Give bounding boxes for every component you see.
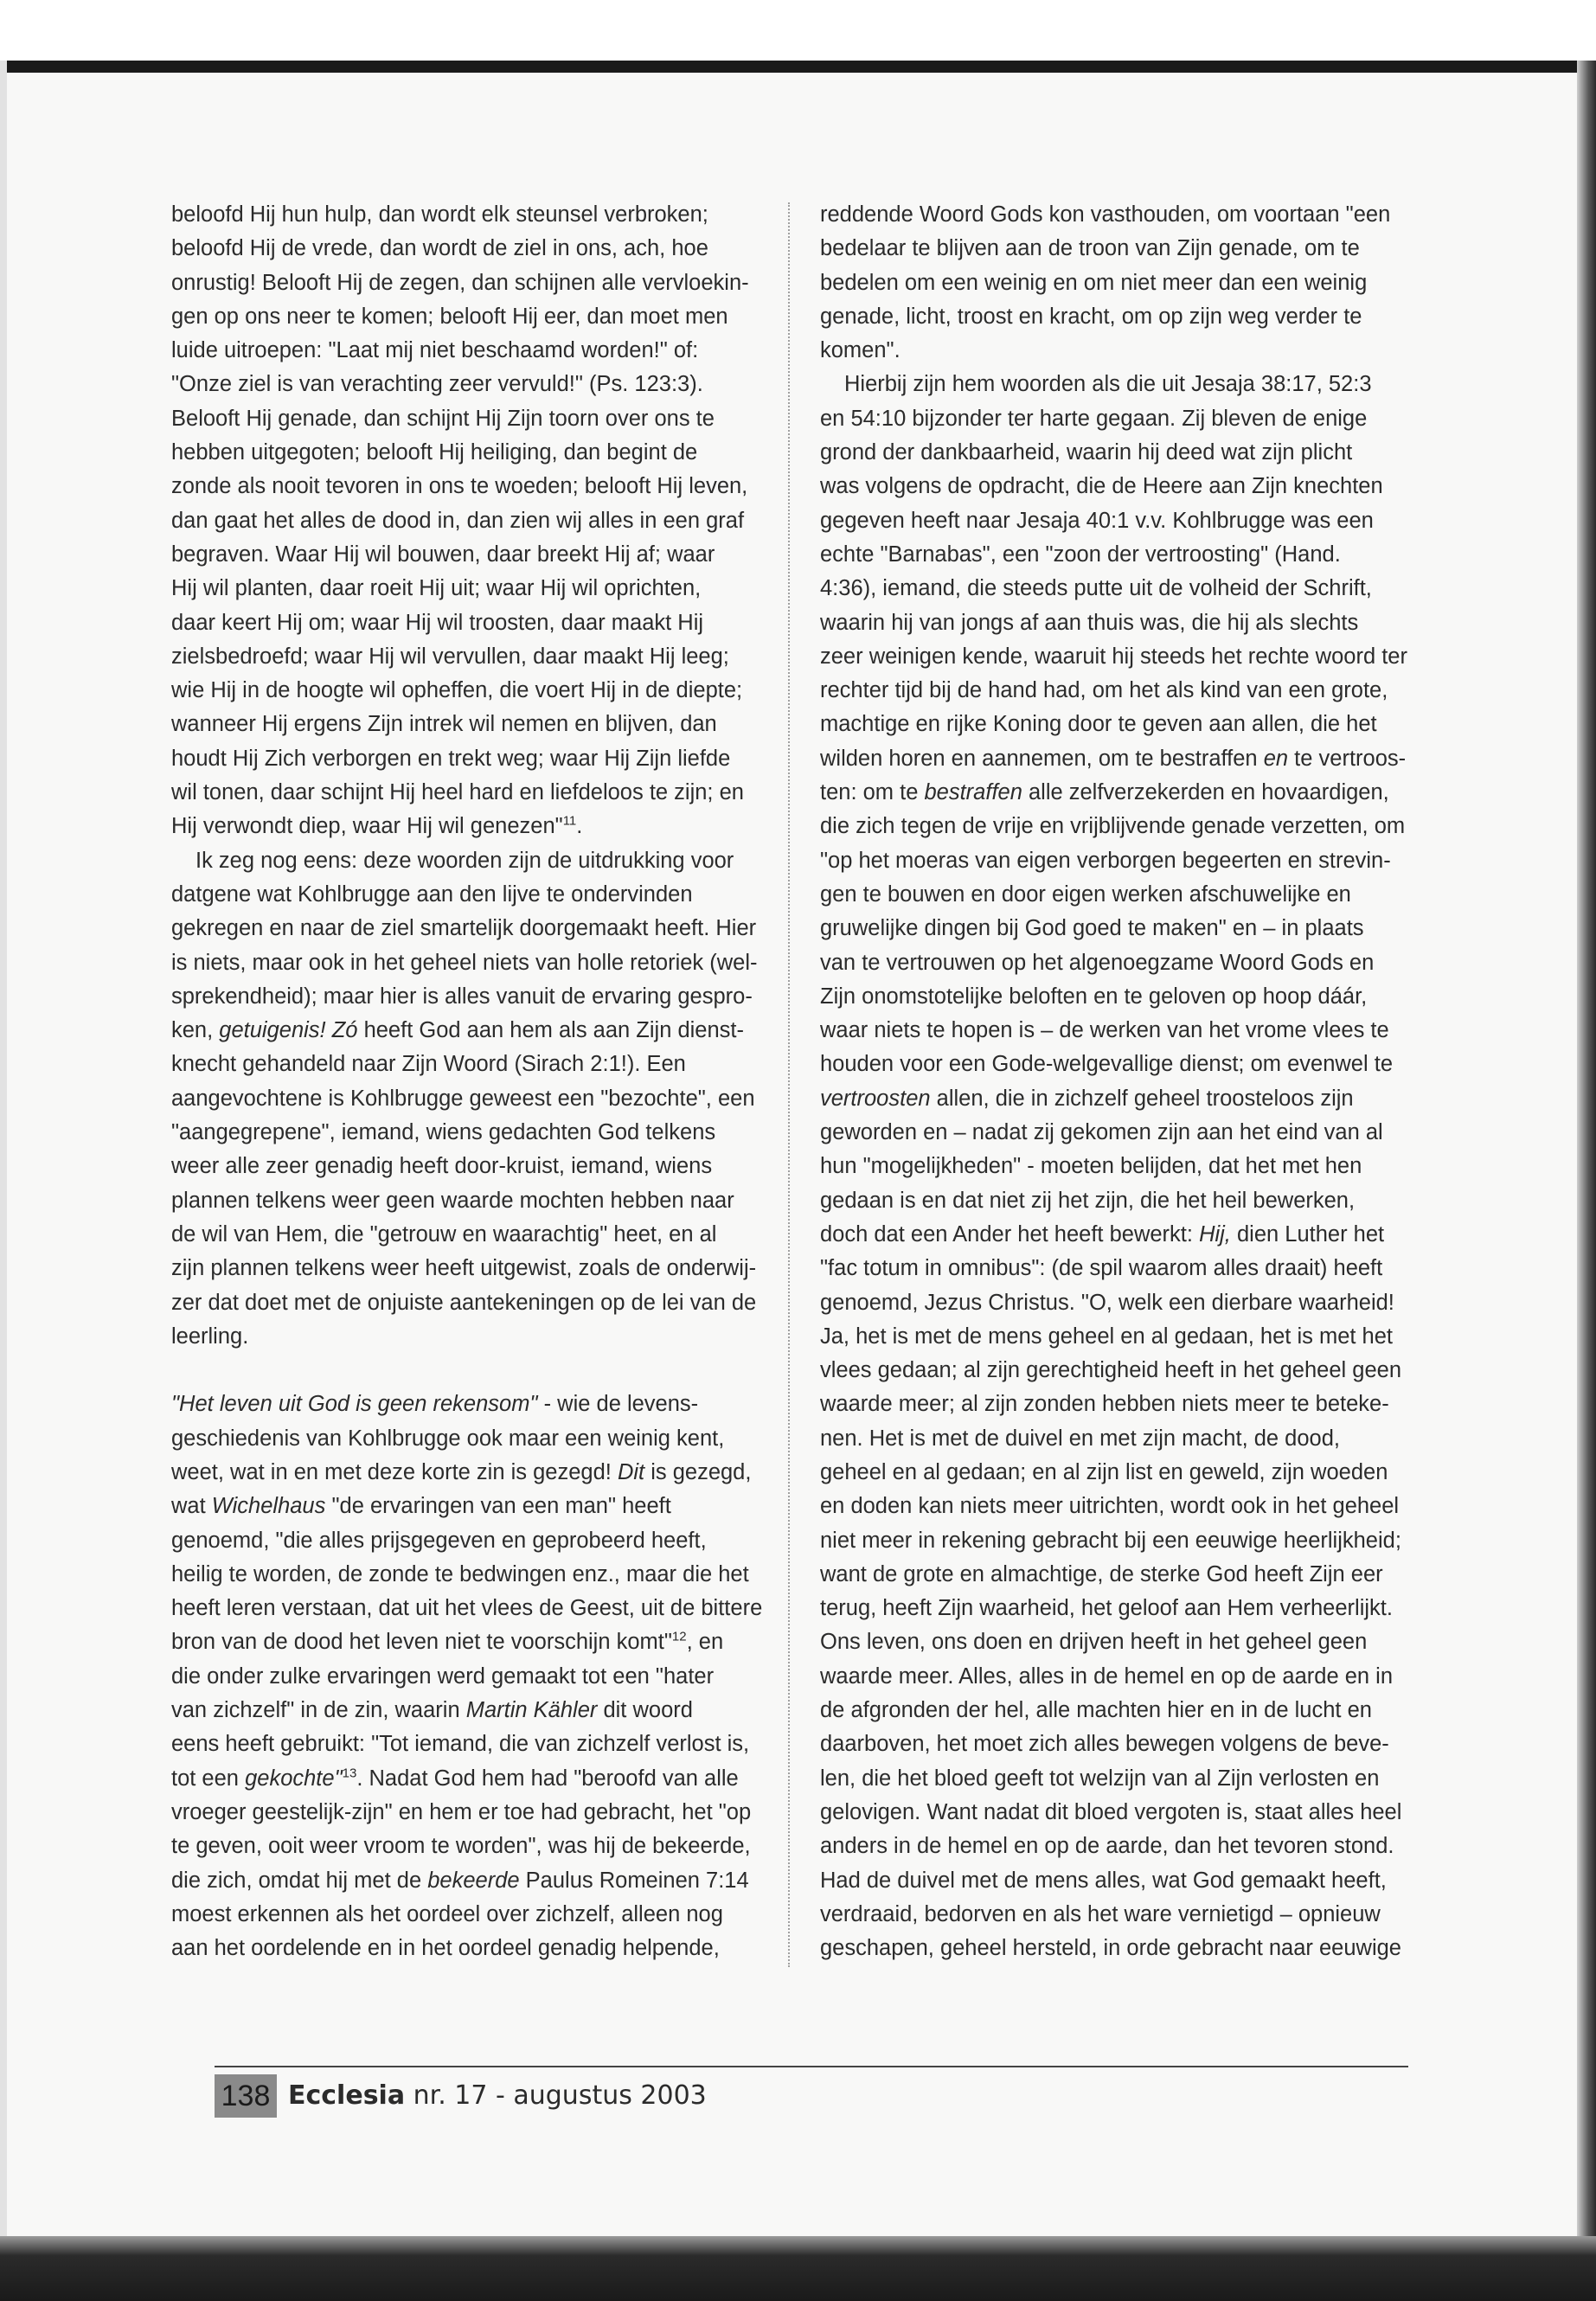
text-line: begraven. Waar Hij wil bouwen, daar breekt Hij af; waar [171,542,715,567]
text-line: komen". [820,338,901,363]
text-line: Had de duivel met de mens alles, wat God gemaakt heeft, [820,1868,1387,1893]
text-line: machtige en rijke Koning door te geven aan allen, die het [820,712,1377,737]
text-line: Zijn onomstotelijke beloften en te geloven op hoop dáár, [820,984,1368,1009]
scan-margin-bottom [0,2236,1596,2301]
text-line: heeft leren verstaan, dat uit het vlees de Geest, uit de bittere [171,1596,763,1621]
text-line: doch dat een Ander het heeft bewerkt: Hij, dien Luther het [820,1221,1385,1247]
text-line: Ons leven, ons doen en drijven heeft in het geheel geen [820,1630,1368,1655]
text-line: "Onze ziel is van verachting zeer vervuld!" (Ps. 123:3). [171,372,703,397]
text-line: genade, licht, troost en kracht, om op zijn weg verder te [820,304,1362,329]
text-line: gegeven heeft naar Jesaja 40:1 v.v. Kohlbrugge was een [820,508,1374,533]
text-line: reddende Woord Gods kon vasthouden, om voortaan "een [820,202,1391,227]
text-line: van zichzelf" in de zin, waarin Martin Kähler dit woord [171,1698,693,1723]
text-line: wil tonen, daar schijnt Hij heel hard en liefdeloos te zijn; en [171,780,744,805]
text-line: wat Wichelhaus "de ervaringen van een man" heeft [171,1494,671,1519]
text-line: die onder zulke ervaringen werd gemaakt tot een "hater [171,1663,715,1689]
text-line: waarde meer. Alles, alles in de hemel en op de aarde en in [820,1663,1394,1689]
text-line: moest erkennen als het oordeel over zichzelf, alleen nog [171,1901,723,1926]
text-line: en 54:10 bijzonder ter harte gegaan. Zij bleven de enige [820,406,1368,431]
footnote-ref: 13 [342,1766,357,1781]
magazine-name: Ecclesia [288,2080,406,2111]
text-line: de afgronden der hel, alle machten hier en in de lucht en [820,1698,1372,1723]
text-line: zijn plannen telkens weer heeft uitgewist, zoals de onderwij- [171,1256,757,1281]
text-line: verdraaid, bedorven en als het ware vernietigd – opnieuw [820,1901,1381,1926]
text-line: gedaan is en dat niet zij het zijn, die het heil bewerken, [820,1188,1356,1213]
text-line: nen. Het is met de duivel en met zijn macht, de dood, [820,1426,1340,1451]
text-line: en doden kan niets meer uitrichten, wordt ook in het geheel [820,1494,1400,1519]
text-line: sprekendheid); maar hier is alles vanuit de ervaring gespro- [171,984,753,1009]
page-number: 138 [215,2074,277,2118]
text-line: waarde meer; al zijn zonden hebben niets meer te beteke- [820,1392,1389,1417]
text-line: hebben uitgegoten; belooft Hij heiliging, dan begint de [171,440,698,465]
text-line: zonde als nooit tevoren in ons te woeden; belooft Hij leven, [171,474,748,499]
text-line: Hij wil planten, daar roeit Hij uit; waar Hij wil oprichten, [171,576,702,601]
text-line: vertroosten allen, die in zichzelf geheel troosteloos zijn [820,1086,1354,1111]
text-line: bron van de dood het leven niet te voorschijn komt"$^{12}$, en [171,1629,724,1655]
text-line: die zich, omdat hij met de bekeerde Paulus Romeinen 7:14 [171,1868,749,1893]
footnote-ref: 12 [671,1629,687,1644]
text-line: beloofd Hij hun hulp, dan wordt elk steunsel verbroken; [171,202,708,227]
text-line: weet, wat in en met deze korte zin is gezegd! Dit is gezegd, [171,1459,752,1484]
text-line: Belooft Hij genade, dan schijnt Hij Zijn toorn over ons te [171,406,715,431]
text-line: gekregen en naar de ziel smartelijk doorgemaakt heeft. Hier [171,916,757,941]
text-line: datgene wat Kohlbrugge aan den lijve te ondervinden [171,881,693,907]
footer-rule [215,2066,1408,2067]
text-line: Hij verwondt diep, waar Hij wil genezen"$^{11}$. [171,813,583,839]
text-line: waar niets te hopen is – de werken van het vrome vlees te [820,1018,1389,1043]
text-line: geworden en – nadat zij gekomen zijn aan het eind van al [820,1120,1383,1145]
text-line: was volgens de opdracht, die de Heere aan Zijn knechten [820,474,1383,499]
text-line: Ja, het is met de mens geheel en al gedaan, het is met het [820,1324,1393,1349]
scan-edge-right [1577,61,1596,2301]
text-line: beloofd Hij de vrede, dan wordt de ziel in ons, ach, hoe [171,236,708,261]
text-line: grond der dankbaarheid, waarin hij deed wat zijn plicht [820,440,1353,465]
text-line: Ik zeg nog eens: deze woorden zijn de uitdrukking voor [195,848,734,873]
text-line: de wil van Hem, die "getrouw en waarachtig" heet, en al [171,1221,717,1247]
text-line: daar keert Hij om; waar Hij wil troosten, daar maakt Hij [171,610,704,635]
text-line: aangevochtene is Kohlbrugge geweest een "bezochte", een [171,1086,755,1111]
text-line: dan gaat het alles de dood in, dan zien wij alles in een graf [171,508,745,533]
text-line: onrustig! Belooft Hij de zegen, dan schijnen alle vervloekin- [171,270,749,295]
text-line: leerling. [171,1324,249,1349]
text-line: ten: om te bestraffen alle zelfverzekerden en hovaardigen, [820,780,1389,805]
text-line: genoemd, "die alles prijsgegeven en geprobeerd heeft, [171,1528,707,1553]
text-line: "aangegrepene", iemand, wiens gedachten God telkens [171,1120,716,1145]
text-line: van te vertrouwen op het algenoegzame Woord Gods en [820,950,1375,975]
text-line: ken, getuigenis! Zó heeft God aan hem als aan Zijn dienst- [171,1018,744,1043]
text-line: luide uitroepen: "Laat mij niet beschaamd worden!" of: [171,338,699,363]
text-line: len, die het bloed geeft tot welzijn van al Zijn verlosten en [820,1766,1380,1791]
text-line: houden voor een Gode-welgevallige dienst; om evenwel te [820,1052,1394,1077]
footnote-ref: 11 [562,813,577,829]
text-line: gen te bouwen en door eigen werken afschuwelijke en [820,881,1351,907]
scan-edge-band [0,61,1596,73]
text-line: daarboven, het moet zich alles bewegen volgens de beve- [820,1732,1389,1757]
text-line: wie Hij in de hoogte wil opheffen, die voert Hij in de diepte; [171,678,743,703]
text-line: zielsbedroefd; waar Hij wil vervullen, daar maakt Hij leeg; [171,644,729,669]
text-line: "Het leven uit God is geen rekensom" - wie de levens- [171,1392,699,1417]
text-line: vlees gedaan; al zijn gerechtigheid heeft in het geheel geen [820,1358,1402,1383]
text-line: gen op ons neer te komen; belooft Hij eer, dan moet men [171,304,728,329]
text-line: want de grote en almachtige, de sterke God heeft Zijn eer [820,1561,1383,1586]
text-line: genoemd, Jezus Christus. "O, welk een dierbare waarheid! [820,1290,1394,1315]
text-line: tot een gekochte"$^{13}$. Nadat God hem had "beroofd van alle [171,1766,739,1791]
text-line: bedelaar te blijven aan de troon van Zijn genade, om te [820,236,1360,261]
text-line: plannen telkens weer geen waarde mochten hebben naar [171,1188,734,1213]
text-line: weer alle zeer genadig heeft door-kruist, iemand, wiens [171,1154,713,1179]
text-line: gelovigen. Want nadat dit bloed vergoten is, staat alles heel [820,1799,1402,1824]
text-line: niet meer in rekening gebracht bij een eeuwige heerlijkheid; [820,1528,1401,1553]
text-line: zeer weinigen kende, waaruit hij steeds het rechte woord ter [820,644,1407,669]
text-line: geschapen, geheel hersteld, in orde gebracht naar eeuwige [820,1936,1401,1961]
text-line: te geven, ooit weer vroom te worden", was hij de bekeerde, [171,1834,751,1859]
text-line: bedelen om een weinig en om niet meer dan een weinig [820,270,1368,295]
text-line: zer dat doet met de onjuiste aantekeningen op de lei van de [171,1290,757,1315]
text-line: wanneer Hij ergens Zijn intrek wil nemen en blijven, dan [171,712,717,737]
text-line: rechter tijd bij de hand had, om het als kind van een grote, [820,678,1388,703]
column-divider [788,202,790,1967]
text-line: aan het oordelende en in het oordeel genadig helpende, [171,1936,720,1961]
left-text-column [171,198,763,1965]
text-line: echte "Barnabas", een "zoon der vertroosting" (Hand. [820,542,1341,567]
text-line: "op het moeras van eigen verborgen begeerten en strevin- [820,848,1391,873]
text-line: geheel en al gedaan; en al zijn list en geweld, zijn woeden [820,1459,1388,1484]
right-text-column [820,198,1407,1965]
paragraph-gap [171,1354,751,1388]
footer-publication [288,2076,707,2116]
text-line: anders in de hemel en op de aarde, dan het tevoren stond. [820,1834,1394,1859]
text-line: eens heeft gebruikt: "Tot iemand, die van zichzelf verlost is, [171,1732,750,1757]
text-line: waarin hij van jongs af aan thuis was, die hij als slechts [820,610,1359,635]
scan-edge-left [0,61,7,2301]
text-line: heilig te worden, de zonde te bedwingen enz., maar die het [171,1561,749,1586]
text-line: is niets, maar ook in het geheel niets van holle retoriek (wel- [171,950,758,975]
text-line: vroeger geestelijk-zijn" en hem er toe had gebracht, het "op [171,1799,752,1824]
text-line: "fac totum in omnibus": (de spil waarom alles draait) heeft [820,1256,1383,1281]
text-line: hun "mogelijkheden" - moeten belijden, dat het met hen [820,1154,1362,1179]
text-line: Hierbij zijn hem woorden als die uit Jesaja 38:17, 52:3 [844,372,1372,397]
text-line: 4:36), iemand, die steeds putte uit de volheid der Schrift, [820,576,1372,601]
text-line: die zich tegen de vrije en vrijblijvende genade verzetten, om [820,814,1406,839]
text-line: wilden horen en aannemen, om te bestraffen en te vertroos- [820,746,1407,771]
text-line: houdt Hij Zich verborgen en trekt weg; waar Hij Zijn liefde [171,746,731,771]
text-line: geschiedenis van Kohlbrugge ook maar een weinig kent, [171,1426,725,1451]
text-line: terug, heeft Zijn waarheid, het geloof aan Hem verheerlijkt. [820,1596,1393,1621]
scan-margin-top [0,0,1596,61]
text-line: gruwelijke dingen bij God goed te maken" en – in plaats [820,916,1364,941]
magazine-page [7,73,1577,2236]
issue-info: nr. 17 - augustus 2003 [413,2080,707,2111]
text-line: knecht gehandeld naar Zijn Woord (Sirach 2:1!). Een [171,1052,686,1077]
